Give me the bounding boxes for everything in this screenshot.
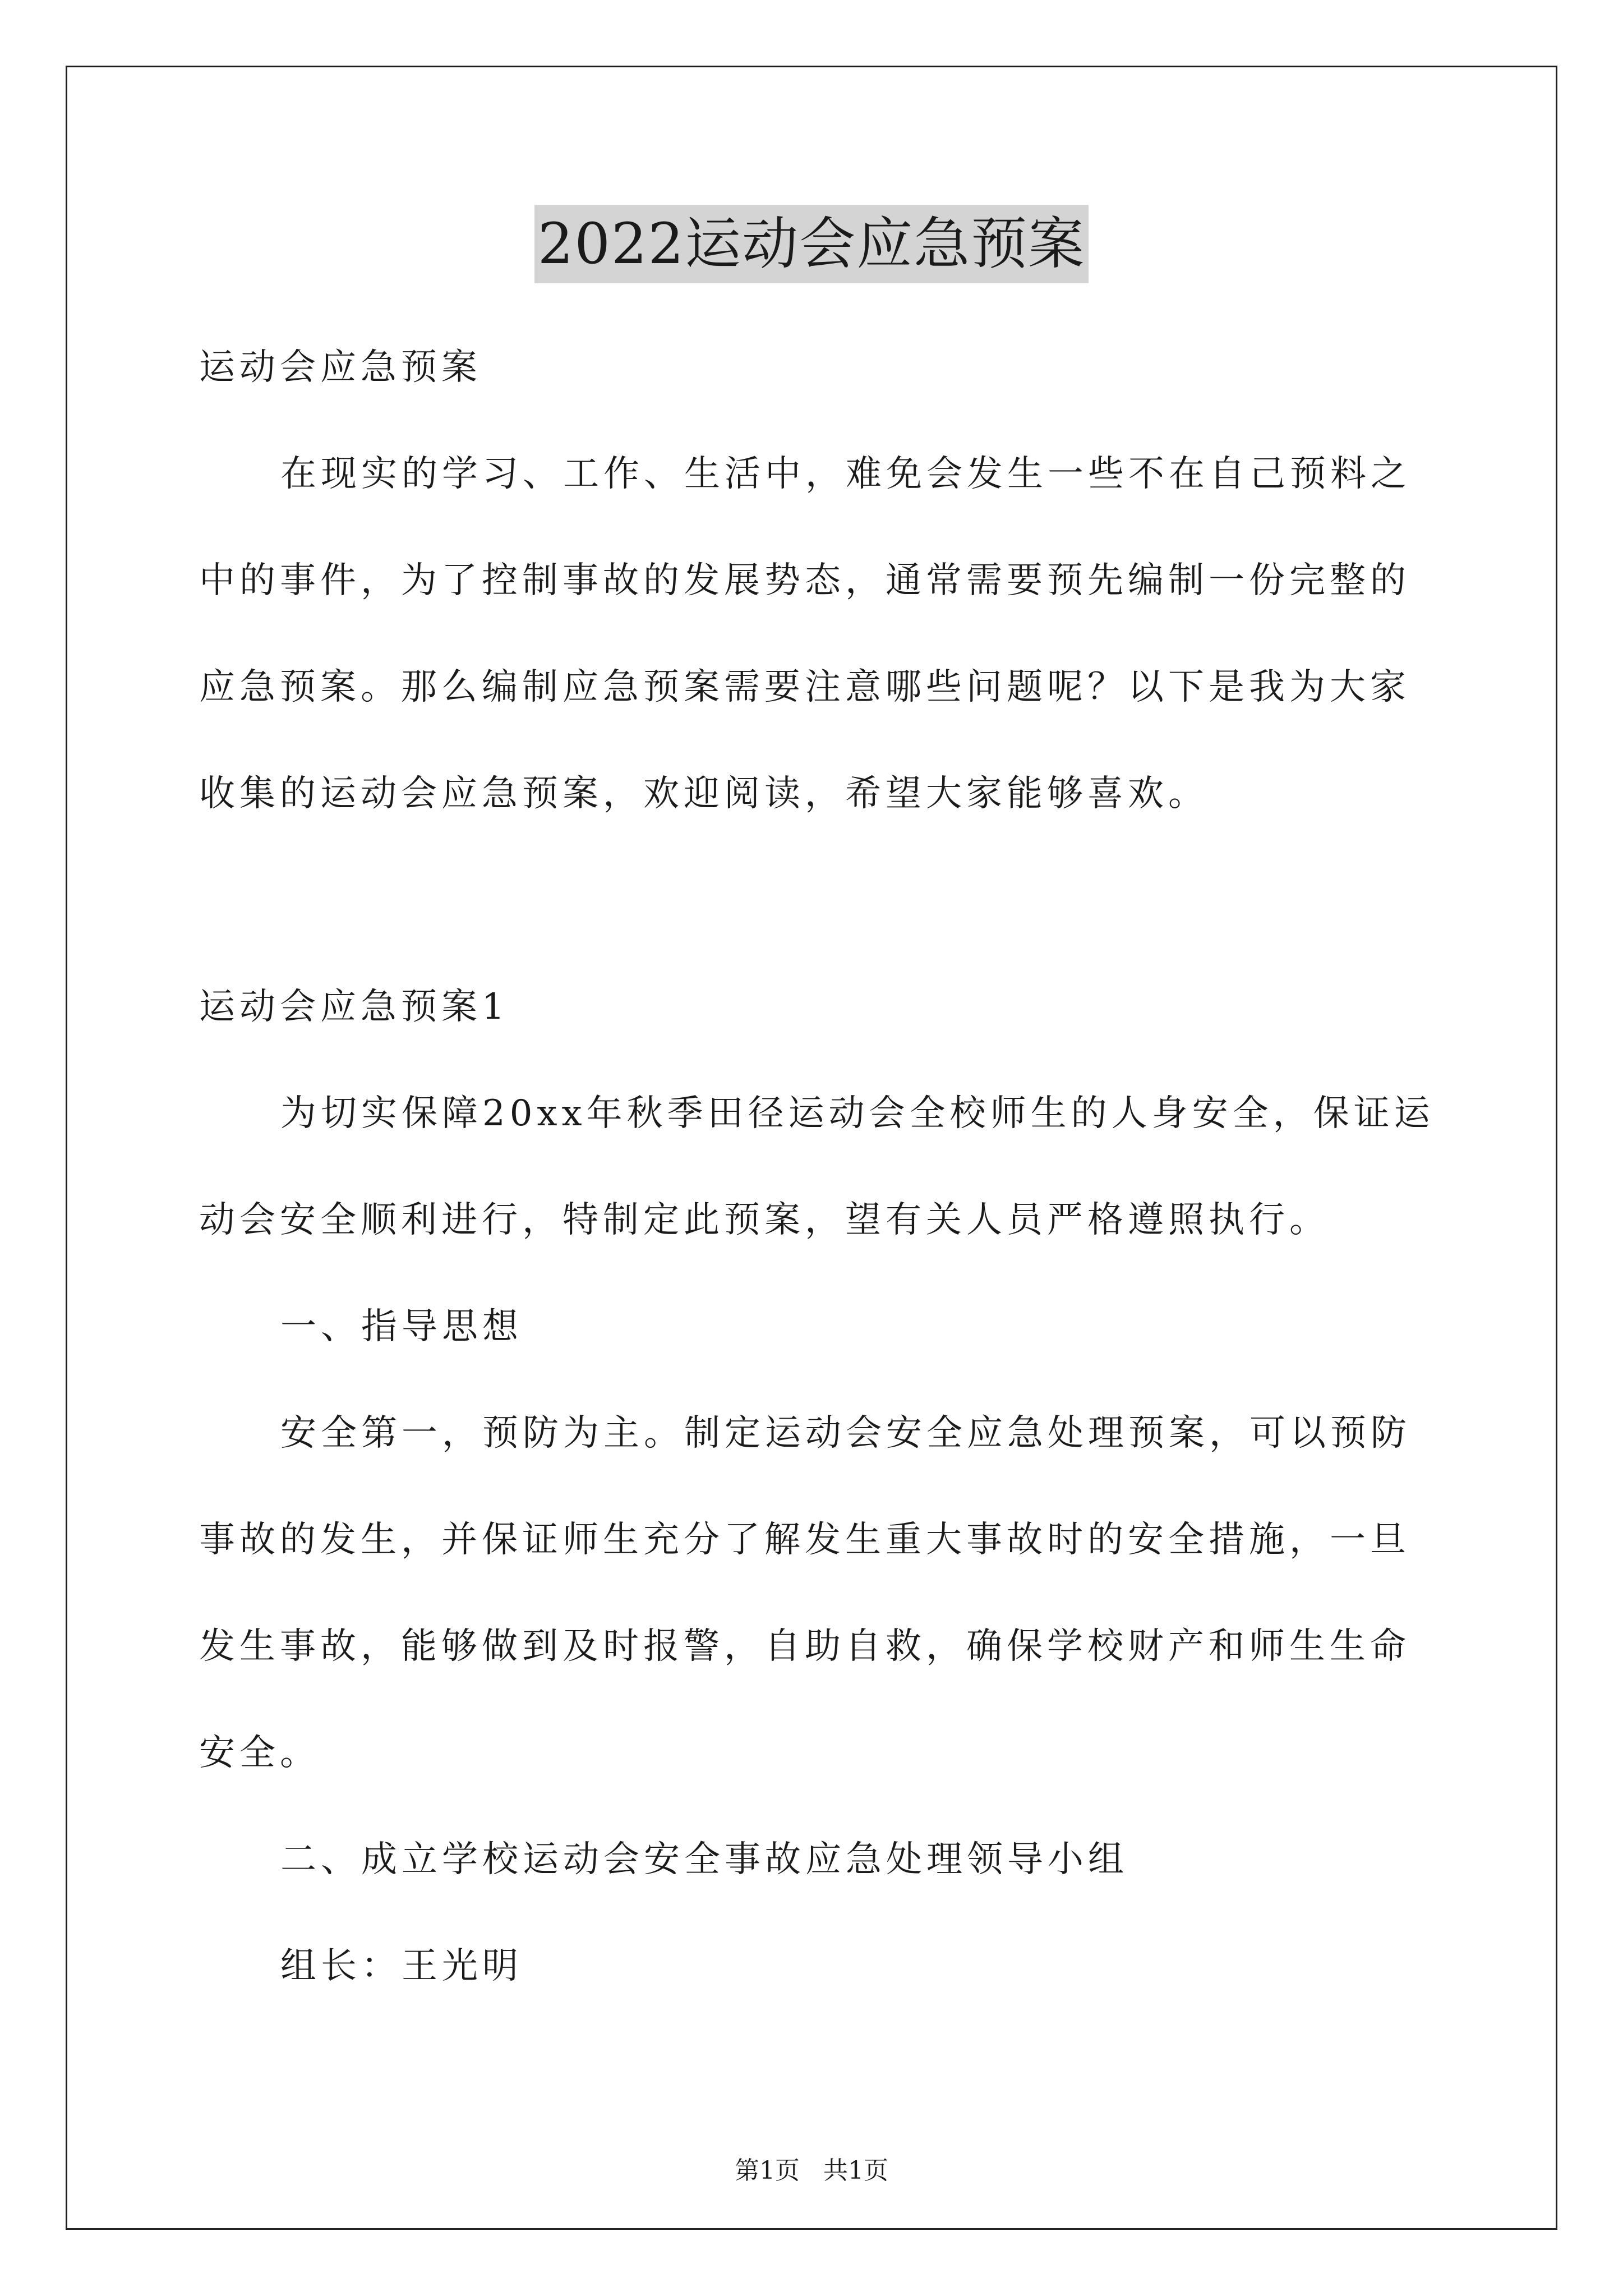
text-line: 组长：王光明 <box>280 1945 523 1987</box>
text-line: 一、指导思想 <box>280 1306 523 1347</box>
text-line: 事故的发生，并保证师生充分了解发生重大事故时的安全措施，一旦 <box>199 1519 1410 1561</box>
text-line: 为切实保障20xx年秋季田径运动会全校师生的人身安全，保证运 <box>280 1093 1435 1134</box>
text-line: 动会安全顺利进行，特制定此预案，望有关人员严格遵照执行。 <box>199 1199 1330 1241</box>
document-body <box>199 314 1435 2019</box>
text-line: 安全第一，预防为主。制定运动会安全应急处理预案，可以预防 <box>280 1412 1411 1454</box>
page-footer <box>0 2154 1623 2188</box>
text-line: 应急预案。那么编制应急预案需要注意哪些问题呢？以下是我为大家 <box>199 666 1410 708</box>
text-line: 安全。 <box>199 1732 320 1774</box>
text-line: 运动会应急预案 <box>199 347 482 388</box>
text-line: 发生事故，能够做到及时报警，自助自救，确保学校财产和师生生命 <box>199 1626 1410 1667</box>
text-line <box>199 847 1427 954</box>
text-line: 二、成立学校运动会安全事故应急处理领导小组 <box>280 1839 1128 1880</box>
text-line: 运动会应急预案1 <box>199 986 509 1028</box>
text-line: 在现实的学习、工作、生活中，难免会发生一些不在自己预料之 <box>280 453 1411 495</box>
document-title: 2022运动会应急预案 <box>534 205 1089 283</box>
text-line: 收集的运动会应急预案，欢迎阅读，希望大家能够喜欢。 <box>199 773 1209 815</box>
page-number: 第1页 <box>735 2156 800 2185</box>
text-line: 中的事件，为了控制事故的发展势态，通常需要预先编制一份完整的 <box>199 560 1410 601</box>
page-total: 共1页 <box>823 2156 888 2185</box>
title-container <box>0 205 1623 283</box>
